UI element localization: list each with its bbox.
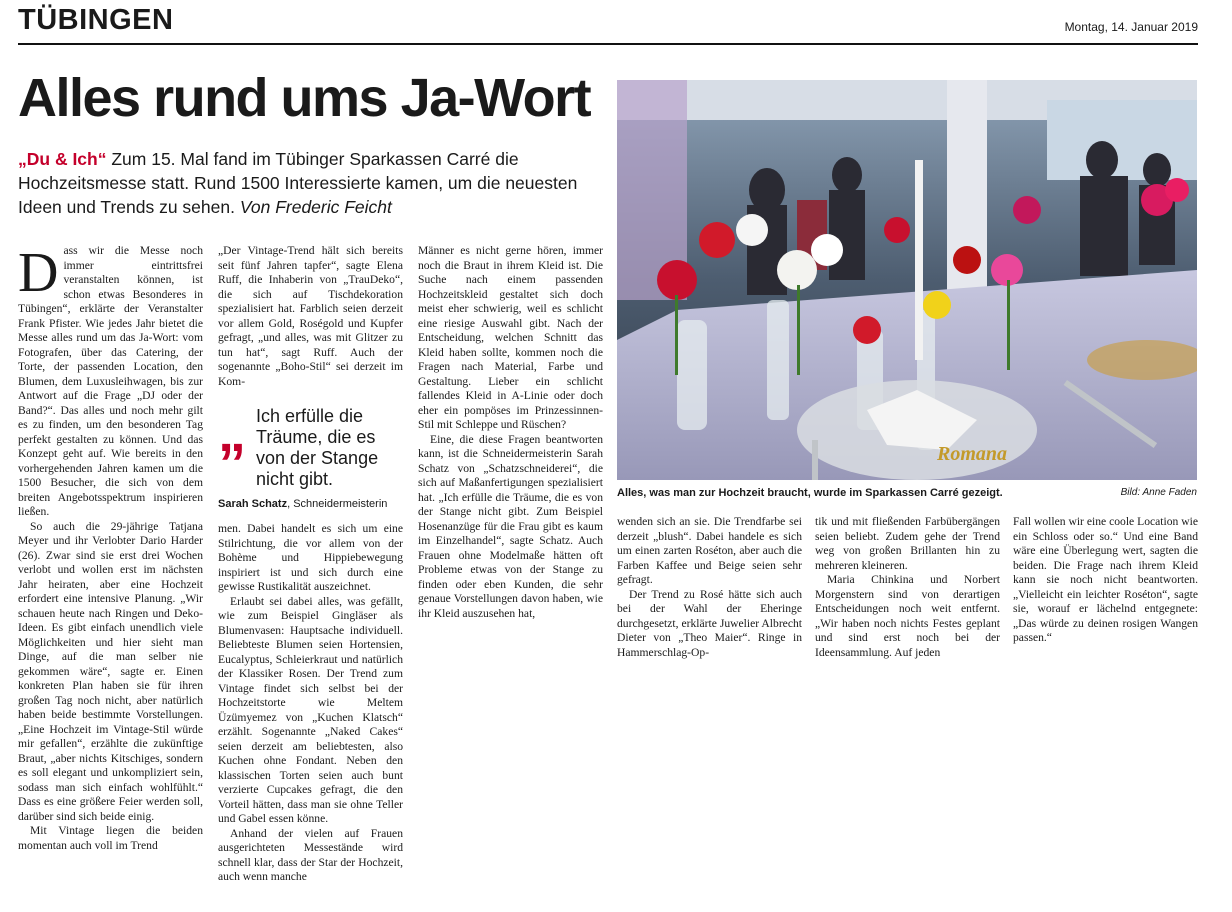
headline: Alles rund ums Ja-Wort — [18, 68, 591, 128]
column-5 — [815, 515, 1000, 660]
quote-role: Schneidermeisterin — [293, 498, 388, 510]
paragraph: Anhand der vielen auf Frauen ausgerichteten Messestände wird schnell klar, dass der Star der Hochzeit, auch wenn manche — [218, 826, 403, 883]
column-2-top — [218, 244, 403, 389]
paragraph: „Der Vintage-Trend hält sich bereits seit fünf Jahren tapfer“, sagte Elena Ruff, die Inhaberin von „TrauDeko“, die sich auf Tischdekoration spezialisiert hat. Farblich seien derzeit vor allem Gold, Roségold und Kupfer gefragt, „und alles, was mit Glitzer zu tun hat“, sagt Ruff. Auch der sogenannte „Boho-Stil“ sei derzeit im Kom- — [218, 244, 403, 388]
quote-name: Sarah Schatz — [218, 498, 288, 510]
author-byline: Von Frederic Feicht — [239, 197, 392, 217]
kicker: „Du & Ich“ — [18, 149, 107, 169]
photo-caption — [617, 487, 1197, 499]
paragraph: So auch die 29-jährige Tatjana Meyer und ihr Verlobter Dario Harder (26). Zwar sind sie erst drei Wochen verlobt und wollen erst im nächsten Jahr heiraten, aber eine Hochzeit erfordert eine intensive Planung. „Wir schauen heute nach Ringen und Deko-Ideen. Es gibt einfach unendlich viele Möglichkeiten und hier sieht man Dinge, auf die man selber nie gekommen wäre“, sagte er. Einen konkreten Plan haben sie für ihren großen Tag noch nicht, aber natürlich haben beide bestimmte Vorstellungen. „Eine Hochzeit im Vintage-Stil würde mir gefallen“, erzählte die zukünftige Braut, „aber nichts Kitschiges, sondern es soll elegant und unkompliziert sein, sodass man sich einfach wohlfühlt.“ Dass es eine größere Feier werden soll, darüber sind sich beide einig. — [18, 519, 203, 823]
column-1 — [18, 244, 203, 853]
paragraph: Erlaubt sei dabei alles, was gefällt, wie zum Beispiel Gingläser als Blumenvasen: Hauptsache individuell. Beliebteste Blumen seien Hortensien, Eucalyptus, Schleierkraut und natürlich der Klassiker Rosen. Der Trend zum Vintage findet sich selbst bei der Hochzeitstorte wie Meltem Üzümyemez von „Kuchen Klatsch“ erzählt. Sogenannte „Naked Cakes“ seien derzeit am beliebtesten, also Kuchen ohne Fondant. Neben den klassischen Torten seien auch bunt verzierte Cupcakes gefragt, die den Vorteil hätten, dass man sie ohne Teller und Gabel essen könne. — [218, 594, 403, 825]
paragraph: Männer es nicht gerne hören, immer noch die Braut in ihrem Kleid ist. Die Suche nach einem passenden Hochzeitskleid gestaltet sich doch meist eher schwierig, weil es schlicht eine riesige Auswahl gibt. Nach der Entscheidung, welchen Schnitt das Kleid haben sollte, kommen noch die Fragen nach Material, Farbe und Gestaltung. Lieber ein schlicht fallendes Kleid in A-Linie oder doch eher ein pompöses im Prinzessinnen-Stil mit Schleppe und Rüschen? — [418, 244, 603, 431]
paragraph: Dass wir die Messe noch immer eintrittsfrei veranstalten können, ist schon etwas Besonderes in Tübingen“, erklärte der Veranstalter Frank Pfister. Wie jedes Jahr bietet die Messe alles rund um das Ja-Wort: vom Fotografen, über das Catering, der Torte, der passenden Location, den Blumen, dem Luxusleihwagen, bis zur Antwort auf die Frage „DJ oder der Band?“. Das alles und noch mehr gilt es zu finden, um den besonderen Tag perfekt gestalten zu können. Und das Konzept geht auf. Wie bereits in den vorhergehenden Jahren kamen um die 1500 Besucher, die sich von dem breiten Angebotsspektrum inspirieren ließen. — [18, 242, 203, 518]
paragraph: Eine, die diese Fragen beantworten kann, ist die Schneidermeisterin Sarah Schatz von „Schatzschneiderei“, die sich auf Maßanfertigungen spezialisiert hat. „Ich erfülle die Träume, die es von der Stange nicht gibt. Zum Beispiel Hosenanzüge für die Frau gibt es kaum im Einzelhandel“, sagte Schatz. Auch Frauen ohne Modelmaße hätten oft Probleme etwas von der Stange zu finden oder eben Kunden, die sehr genaue Vorstellungen davon haben, wie ihr Kleid auszusehen hat, — [418, 432, 603, 620]
quote-source: Sarah Schatz, Schneidermeisterin — [218, 498, 388, 510]
issue-date: Montag, 14. Januar 2019 — [1064, 20, 1198, 34]
paragraph: wenden sich an sie. Die Trendfarbe sei derzeit „blush“. Dabei handele es sich um einen zarten Roséton, aber auch die Farben Kaffee und Beige seien sehr gefragt. — [617, 515, 802, 586]
column-6 — [1013, 515, 1198, 646]
caption-text: Alles, was man zur Hochzeit braucht, wurde im Sparkassen Carré gezeigt. — [617, 487, 1003, 499]
photo-credit: Bild: Anne Faden — [1120, 487, 1197, 498]
quote-text: Ich erfülle die Träume, die es von der Stange nicht gibt. — [256, 406, 379, 489]
intro-text: Zum 15. Mal fand im Tübinger Sparkassen Carré die Hochzeitsmesse statt. Rund 1500 Interessierte kamen, um die neuesten Ideen und Trends zu sehen. — [18, 149, 578, 217]
place-card-text: Romana — [937, 443, 1008, 465]
wedding-table-image — [617, 80, 1197, 480]
column-3 — [418, 244, 603, 621]
section-title: TÜBINGEN — [18, 4, 174, 36]
paragraph: Mit Vintage liegen die beiden momentan auch voll im Trend — [18, 824, 203, 852]
quote-mark-icon: „ — [218, 400, 246, 463]
paragraph: Der Trend zu Rosé hätte sich auch bei der Wahl der Eheringe durchgesetzt, erklärte Juwelier Albrecht Dieter von „Theo Maier“. Ringe in Hammerschlag-Op- — [617, 587, 802, 659]
paragraph: Maria Chinkina und Norbert Morgenstern sind von derartigen Entscheidungen noch weit entfernt. „Wir haben noch nichts Festes geplant und sind erst noch bei der Ideensammlung. Auf jeden — [815, 573, 1000, 659]
column-2-bottom — [218, 522, 403, 885]
paragraph: men. Dabei handelt es sich um eine Stilrichtung, die vor allem von der Bohème und Hippiebewegung inspiriert ist und sich durch eine gewisse Rustikalität auszeichnet. — [218, 522, 403, 593]
header-rule — [18, 43, 1198, 45]
column-4 — [617, 515, 802, 660]
paragraph: tik und mit fließenden Farbübergängen seien beliebt. Zudem gehe der Trend weg von großen Brillanten hin zu mehreren kleineren. — [815, 515, 1000, 572]
article-photo — [617, 80, 1197, 480]
intro-paragraph — [18, 147, 603, 219]
pull-quote — [218, 400, 403, 510]
drop-cap: D — [18, 242, 59, 304]
paragraph: Fall wollen wir eine coole Location wie ein Schloss oder so.“ Und eine Band wäre eine Überlegung wert, sagten die beiden. Die Frage nach ihrem Kleid kann sie noch nicht beantworten. „Vielleicht ein leichter Roséton“, sagte sie, worauf er lächelnd entgegnete: „Das würde zu deinen rosigen Wangen passen.“ — [1013, 515, 1198, 644]
